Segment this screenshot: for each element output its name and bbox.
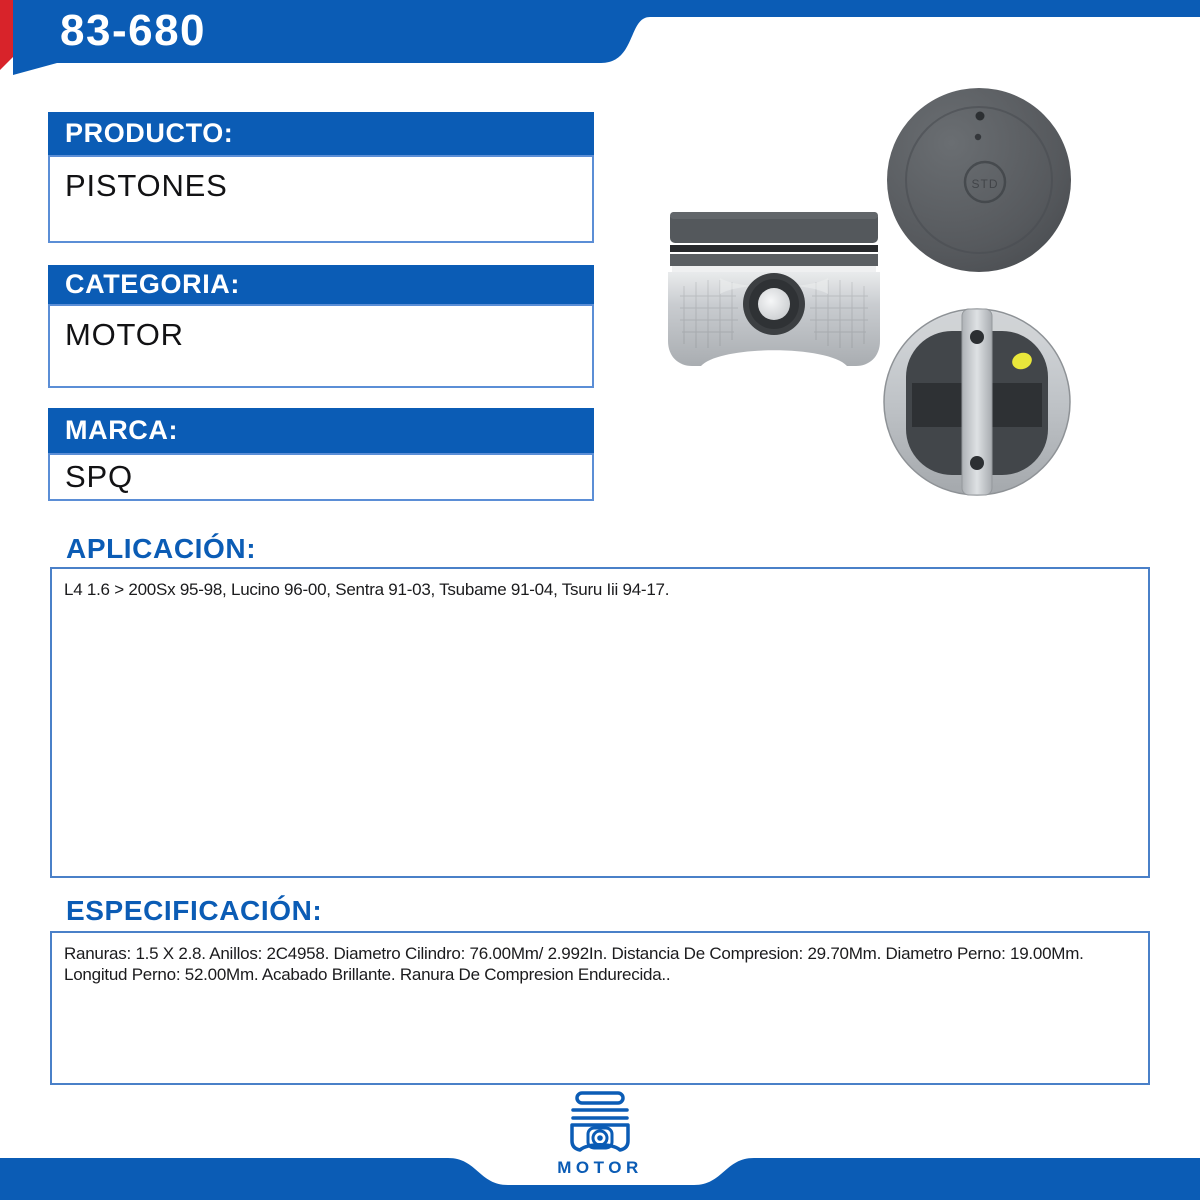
specification-box bbox=[50, 931, 1150, 1085]
piston-side-view-photo bbox=[660, 208, 888, 372]
field-label-categoria: CATEGORIA: bbox=[48, 265, 594, 304]
specification-heading: ESPECIFICACIÓN: bbox=[66, 895, 323, 926]
field-value-categoria: MOTOR bbox=[65, 317, 184, 352]
field-box-categoria bbox=[48, 304, 594, 388]
field-box-marca bbox=[48, 453, 594, 501]
application-heading: APLICACIÓN: bbox=[66, 533, 257, 564]
part-number: 83-680 bbox=[60, 6, 207, 55]
piston-top-view-photo bbox=[884, 85, 1074, 275]
field-value-producto: PISTONES bbox=[65, 168, 228, 203]
top-view-stamp-text: STD bbox=[971, 177, 999, 191]
piston-bottom-view-photo bbox=[882, 303, 1074, 499]
field-box-producto bbox=[48, 155, 594, 243]
footer-category-label: MOTOR bbox=[557, 1158, 643, 1177]
application-box bbox=[50, 567, 1150, 878]
application-text: L4 1.6 > 200Sx 95-98, Lucino 96-00, Sentra 91-03, Tsubame 91-04, Tsuru Iii 94-17. bbox=[64, 580, 670, 599]
field-value-marca: SPQ bbox=[65, 459, 133, 494]
specification-text: Ranuras: 1.5 X 2.8. Anillos: 2C4958. Diametro Cilindro: 76.00Mm/ 2.992In. Distancia De Compresion: 29.70Mm. Diametro Perno: 19.00Mm. Longitud Perno: 52.00Mm. Acabado Brillante. Ranura De Compresion Endurecida.. bbox=[64, 944, 1084, 984]
header-accent-red bbox=[0, 0, 13, 70]
field-label-producto: PRODUCTO: bbox=[48, 112, 594, 155]
field-label-marca: MARCA: bbox=[48, 408, 594, 453]
